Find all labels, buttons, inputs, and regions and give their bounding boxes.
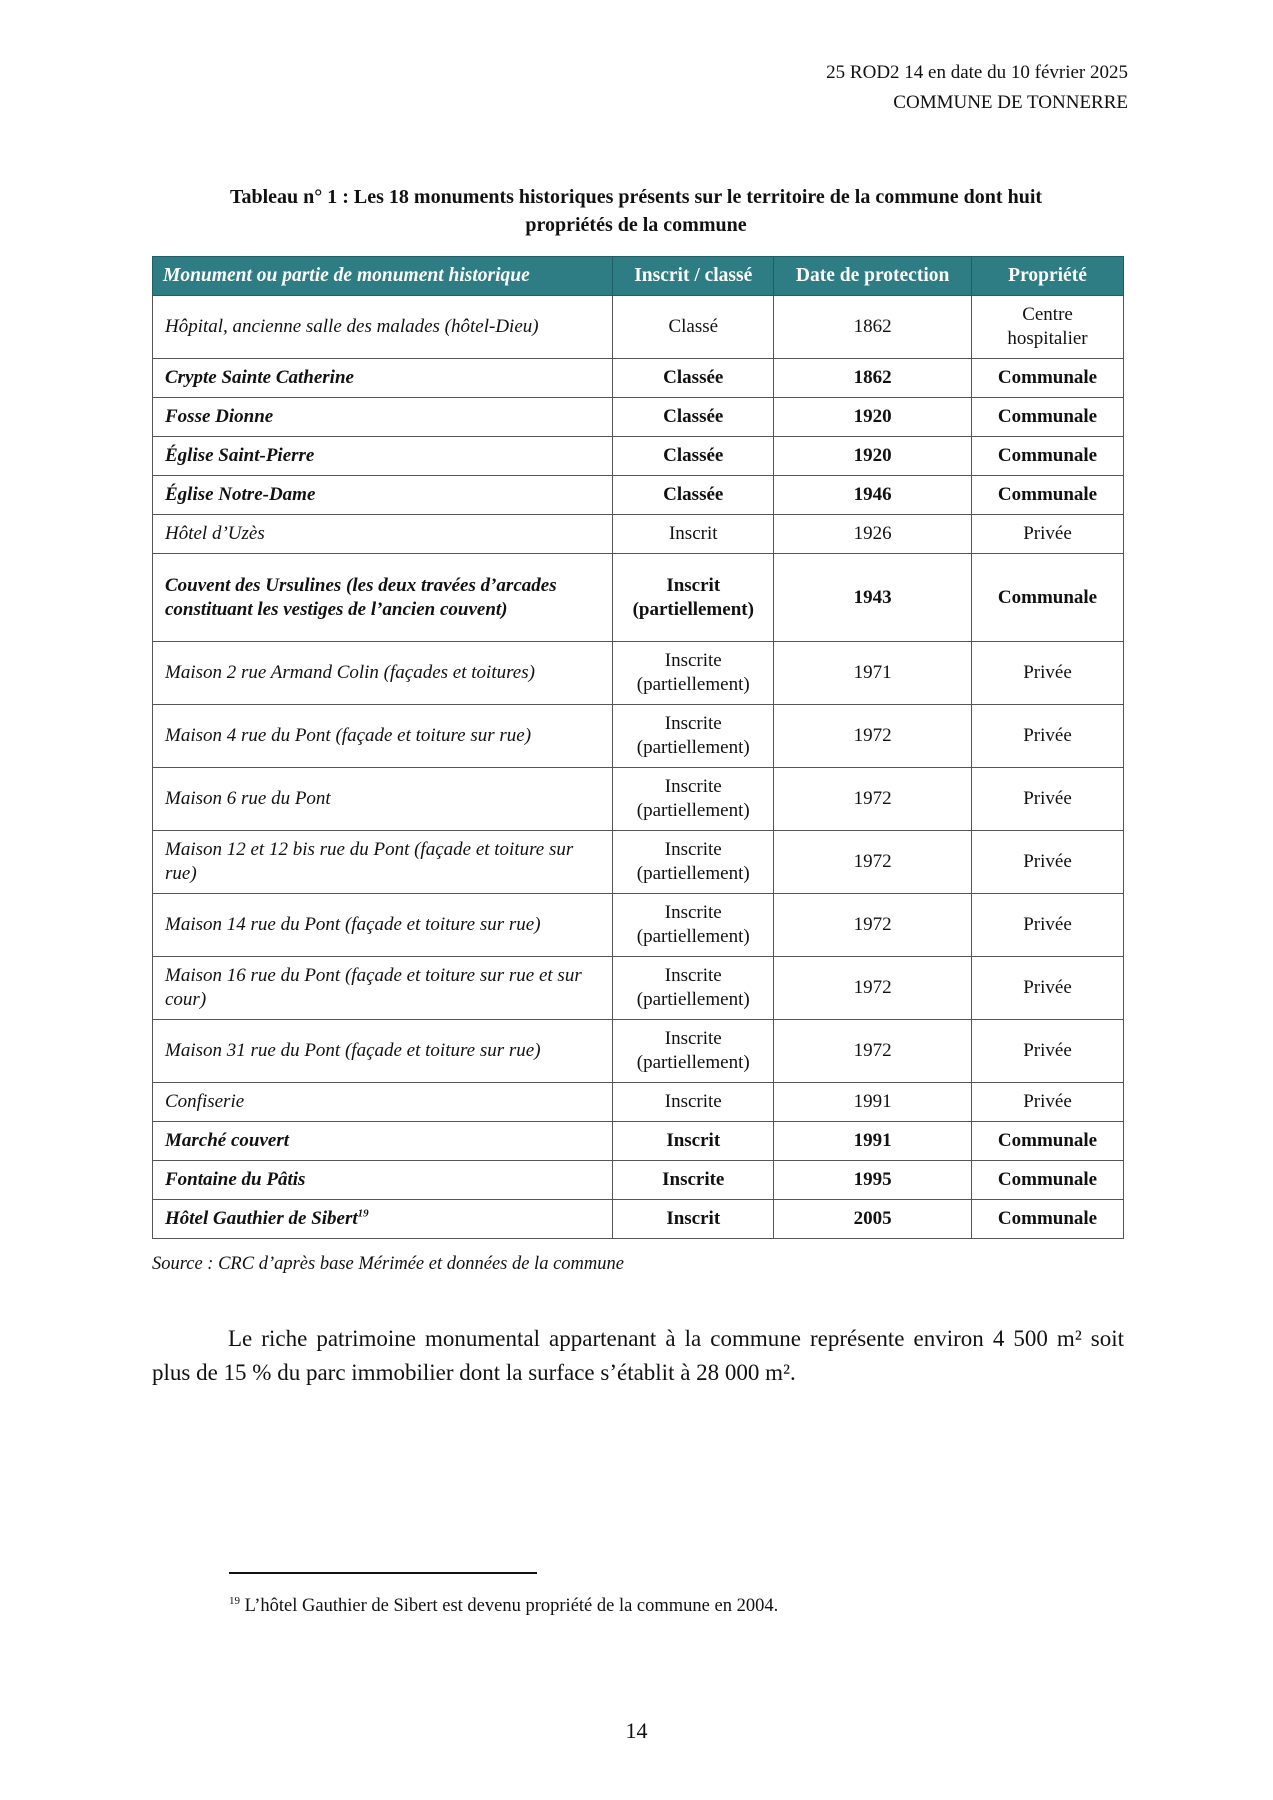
header-date: Date de protection bbox=[774, 257, 972, 296]
table-row bbox=[153, 1200, 1124, 1239]
caption-line-1: Tableau n° 1 : Les 18 monuments historiques présents sur le territoire de la commune dont huit bbox=[229, 186, 1043, 208]
table-header-row bbox=[153, 257, 1124, 296]
table-row bbox=[153, 1020, 1124, 1083]
monument-name: Fontaine du Pâtis bbox=[165, 1169, 306, 1190]
cell-owner: Centre hospitalier bbox=[972, 296, 1124, 359]
cell-owner: Privée bbox=[972, 831, 1124, 894]
cell-monument bbox=[153, 1161, 613, 1200]
table-source: Source : CRC d’après base Mérimée et données de la commune bbox=[152, 1254, 624, 1274]
cell-owner: Communale bbox=[972, 1161, 1124, 1200]
cell-date: 1972 bbox=[774, 957, 972, 1020]
footnote bbox=[229, 1595, 778, 1617]
footnote-separator bbox=[229, 1572, 537, 1574]
cell-date: 1971 bbox=[774, 642, 972, 705]
cell-monument bbox=[153, 1020, 613, 1083]
cell-date: 1946 bbox=[774, 476, 972, 515]
cell-monument bbox=[153, 554, 613, 642]
header-reference: 25 ROD2 14 en date du 10 février 2025 bbox=[826, 62, 1128, 83]
cell-monument bbox=[153, 437, 613, 476]
header-status: Inscrit / classé bbox=[613, 257, 774, 296]
cell-owner: Communale bbox=[972, 359, 1124, 398]
cell-status: Inscrite (partiellement) bbox=[613, 831, 774, 894]
monument-name: Marché couvert bbox=[165, 1130, 290, 1151]
cell-owner: Privée bbox=[972, 515, 1124, 554]
table-row bbox=[153, 1161, 1124, 1200]
cell-monument bbox=[153, 398, 613, 437]
cell-status: Inscrite (partiellement) bbox=[613, 768, 774, 831]
header-commune: COMMUNE DE TONNERRE bbox=[893, 92, 1128, 113]
cell-status: Classée bbox=[613, 476, 774, 515]
cell-owner: Communale bbox=[972, 1200, 1124, 1239]
monument-name: Crypte Sainte Catherine bbox=[165, 367, 354, 388]
cell-monument bbox=[153, 515, 613, 554]
cell-owner: Privée bbox=[972, 894, 1124, 957]
cell-date: 1991 bbox=[774, 1122, 972, 1161]
table-body bbox=[153, 296, 1124, 1239]
table-row bbox=[153, 359, 1124, 398]
cell-monument bbox=[153, 894, 613, 957]
table-row bbox=[153, 398, 1124, 437]
cell-status: Inscrite (partiellement) bbox=[613, 957, 774, 1020]
monument-name: Église Saint-Pierre bbox=[165, 445, 315, 466]
monument-name: Hôpital, ancienne salle des malades (hôtel-Dieu) bbox=[165, 316, 539, 337]
cell-owner: Privée bbox=[972, 1083, 1124, 1122]
monument-name: Fosse Dionne bbox=[165, 406, 274, 427]
cell-date: 1920 bbox=[774, 398, 972, 437]
monument-name: Église Notre-Dame bbox=[165, 484, 316, 505]
cell-status: Inscrite (partiellement) bbox=[613, 705, 774, 768]
cell-date: 2005 bbox=[774, 1200, 972, 1239]
cell-status: Inscrit bbox=[613, 1200, 774, 1239]
table-row bbox=[153, 768, 1124, 831]
caption-line-2: propriétés de la commune bbox=[525, 214, 747, 236]
table-row bbox=[153, 642, 1124, 705]
cell-date: 1991 bbox=[774, 1083, 972, 1122]
cell-status: Classée bbox=[613, 359, 774, 398]
cell-monument bbox=[153, 768, 613, 831]
monument-name: Maison 4 rue du Pont (façade et toiture sur rue) bbox=[165, 725, 532, 746]
cell-status: Classée bbox=[613, 437, 774, 476]
header-owner: Propriété bbox=[972, 257, 1124, 296]
table-caption bbox=[150, 183, 1122, 239]
cell-status: Inscrite (partiellement) bbox=[613, 894, 774, 957]
cell-owner: Privée bbox=[972, 957, 1124, 1020]
cell-date: 1972 bbox=[774, 705, 972, 768]
cell-monument bbox=[153, 705, 613, 768]
cell-date: 1920 bbox=[774, 437, 972, 476]
cell-monument bbox=[153, 642, 613, 705]
footnote-number: 19 bbox=[229, 1595, 240, 1607]
cell-owner: Privée bbox=[972, 1020, 1124, 1083]
page-number: 14 bbox=[625, 1718, 648, 1743]
monument-name: Maison 2 rue Armand Colin (façades et toitures) bbox=[165, 662, 535, 683]
table-row bbox=[153, 515, 1124, 554]
table-row bbox=[153, 894, 1124, 957]
cell-status: Inscrite (partiellement) bbox=[613, 642, 774, 705]
cell-owner: Communale bbox=[972, 554, 1124, 642]
cell-monument bbox=[153, 957, 613, 1020]
cell-date: 1972 bbox=[774, 1020, 972, 1083]
cell-owner: Privée bbox=[972, 642, 1124, 705]
monument-name: Hôtel Gauthier de Sibert bbox=[165, 1208, 358, 1229]
cell-status: Classé bbox=[613, 296, 774, 359]
table-row bbox=[153, 705, 1124, 768]
monuments-table bbox=[152, 256, 1124, 1239]
cell-date: 1972 bbox=[774, 831, 972, 894]
table-row bbox=[153, 831, 1124, 894]
monument-name: Maison 14 rue du Pont (façade et toiture sur rue) bbox=[165, 914, 541, 935]
cell-monument bbox=[153, 359, 613, 398]
cell-date: 1926 bbox=[774, 515, 972, 554]
monument-name: Hôtel d’Uzès bbox=[165, 523, 265, 544]
cell-status: Classée bbox=[613, 398, 774, 437]
cell-monument bbox=[153, 1122, 613, 1161]
monument-name: Couvent des Ursulines (les deux travées d’arcades constituant les vestiges de l’ancien couvent) bbox=[165, 574, 557, 620]
cell-owner: Privée bbox=[972, 768, 1124, 831]
table-row bbox=[153, 1083, 1124, 1122]
cell-monument bbox=[153, 1200, 613, 1239]
cell-status: Inscrit (partiellement) bbox=[613, 554, 774, 642]
table-row bbox=[153, 1122, 1124, 1161]
cell-date: 1972 bbox=[774, 894, 972, 957]
monument-name: Maison 12 et 12 bis rue du Pont (façade et toiture sur rue) bbox=[165, 839, 574, 884]
cell-status: Inscrite (partiellement) bbox=[613, 1020, 774, 1083]
cell-date: 1972 bbox=[774, 768, 972, 831]
cell-status: Inscrite bbox=[613, 1161, 774, 1200]
cell-monument bbox=[153, 831, 613, 894]
cell-monument bbox=[153, 296, 613, 359]
cell-date: 1862 bbox=[774, 296, 972, 359]
document-header bbox=[826, 58, 1128, 118]
table-row bbox=[153, 437, 1124, 476]
monument-name: Confiserie bbox=[165, 1091, 245, 1112]
cell-monument bbox=[153, 476, 613, 515]
table-row bbox=[153, 554, 1124, 642]
cell-monument bbox=[153, 1083, 613, 1122]
cell-date: 1943 bbox=[774, 554, 972, 642]
cell-status: Inscrite bbox=[613, 1083, 774, 1122]
cell-status: Inscrit bbox=[613, 1122, 774, 1161]
table-row bbox=[153, 957, 1124, 1020]
monument-name: Maison 31 rue du Pont (façade et toiture sur rue) bbox=[165, 1040, 541, 1061]
cell-owner: Communale bbox=[972, 476, 1124, 515]
cell-owner: Communale bbox=[972, 437, 1124, 476]
cell-date: 1995 bbox=[774, 1161, 972, 1200]
cell-date: 1862 bbox=[774, 359, 972, 398]
table-row bbox=[153, 476, 1124, 515]
cell-owner: Communale bbox=[972, 398, 1124, 437]
footnote-text: L’hôtel Gauthier de Sibert est devenu propriété de la commune en 2004. bbox=[240, 1596, 779, 1617]
body-paragraph: Le riche patrimoine monumental appartenant à la commune représente environ 4 500 m² soit plus de 15 % du parc immobilier dont la surface s’établit à 28 000 m². bbox=[152, 1326, 1124, 1385]
monument-name: Maison 16 rue du Pont (façade et toiture sur rue et sur cour) bbox=[165, 965, 582, 1010]
cell-owner: Privée bbox=[972, 705, 1124, 768]
monument-name: Maison 6 rue du Pont bbox=[165, 788, 331, 809]
cell-status: Inscrit bbox=[613, 515, 774, 554]
cell-owner: Communale bbox=[972, 1122, 1124, 1161]
footnote-ref: 19 bbox=[357, 1207, 369, 1220]
header-monument: Monument ou partie de monument historique bbox=[153, 257, 613, 296]
table-row bbox=[153, 296, 1124, 359]
